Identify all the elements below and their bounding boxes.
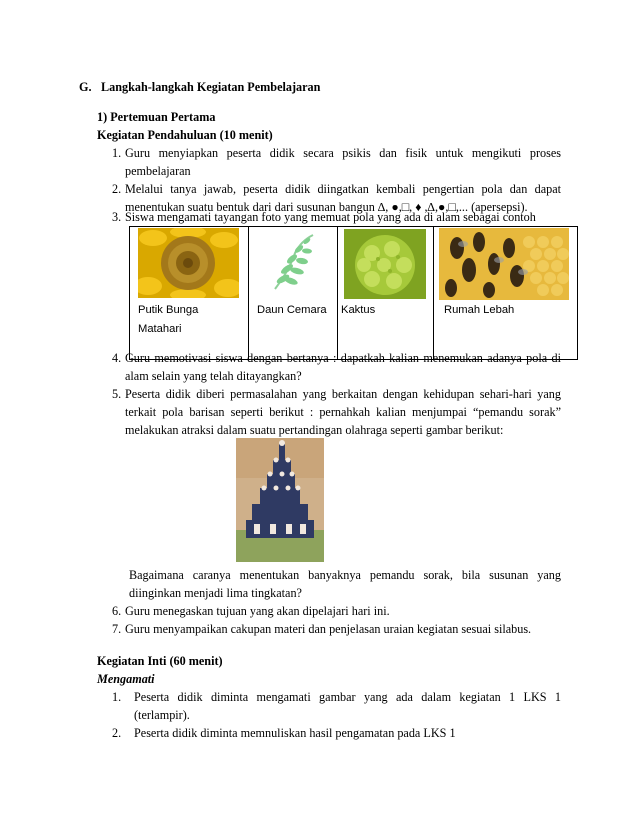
photo-cell-sunflower [130, 227, 249, 360]
list-item-text: melakukan atraksi dalam suatu pertandingan olahraga seperti gambar berikut: [125, 423, 504, 437]
core-title: Kegiatan Inti (60 menit) [97, 654, 223, 668]
caption-honeycomb: Rumah Lebah [444, 304, 515, 316]
list-number: 3. [112, 210, 122, 224]
list-item-text: Guru menyampaikan cakupan materi dan penjelasan uraian kegiatan sesuai silabus. [125, 622, 532, 636]
list-item-text: alam selain yang telah ditayangkan? [125, 369, 302, 383]
list-item-text: Guru menyiapkan peserta didik secara psikis dan fisik untuk mengikuti proses [125, 146, 561, 160]
photo-cell-cactus [338, 227, 434, 360]
list-number: 1. [112, 146, 122, 160]
list-number: 2. [112, 182, 122, 196]
list-number: 4. [112, 351, 122, 365]
list-number: 5. [112, 387, 122, 401]
photo-cell-honeycomb [434, 227, 578, 360]
photo-cell-fern [249, 227, 338, 360]
list-item-text: Melalui tanya jawab, peserta didik diingatkan kembali pengertian pola dan dapat [125, 182, 561, 196]
core-subtitle: Mengamati [97, 672, 155, 686]
list-item-text: Peserta didik diminta mengamati gambar yang ada dalam kegiatan 1 LKS 1 [134, 690, 561, 704]
question-text: Bagaimana caranya menentukan banyaknya pemandu sorak, bila susunan yang [129, 568, 561, 582]
opening-title: Kegiatan Pendahuluan (10 menit) [97, 128, 273, 142]
question-text: diinginkan menjadi lima tingkatan? [129, 586, 302, 600]
list-item-text: menentukan suatu bentuk dari dari susunan bangun ∆, ●,□, ♦ ,∆,●,□,... (apersepsi). [125, 200, 528, 214]
list-item-text: Peserta didik diberi permasalahan yang berkaitan dengan kehidupan sehari-hari yang [125, 387, 561, 401]
list-item-text: Siswa mengamati tayangan foto yang memuat pola yang ada di alam sebagai contoh [125, 210, 536, 224]
sunflower-image [138, 228, 239, 298]
photo-table [129, 226, 578, 360]
section-title: Langkah-langkah Kegiatan Pembelajaran [101, 80, 321, 94]
list-number: 2. [112, 726, 122, 740]
list-number: 7. [112, 622, 122, 636]
list-item-text: pembelajaran [125, 164, 191, 178]
list-number: 1. [112, 690, 122, 704]
caption-cactus: Kaktus [341, 304, 376, 316]
list-item-text: (terlampir). [134, 708, 190, 722]
section-letter: G. [79, 80, 92, 94]
beehive-image [439, 228, 569, 300]
list-item-text: terkait pola barisan seperti berikut : pernahkah kalian menjumpai “pemandu sorak” [125, 405, 561, 419]
cheerleader-pyramid-image [236, 438, 324, 562]
cactus-image [344, 229, 426, 299]
meeting-title: 1) Pertemuan Pertama [97, 110, 216, 124]
list-item-text: Guru menegaskan tujuan yang akan dipelajari hari ini. [125, 604, 390, 618]
list-item-text: Guru memotivasi siswa dengan bertanya : dapatkah kalian menemukan adanya pola di [125, 351, 561, 365]
fern-image [261, 231, 321, 293]
list-number: 6. [112, 604, 122, 618]
list-item-text: Peserta didik diminta memnuliskan hasil pengamatan pada LKS 1 [134, 726, 456, 740]
caption-fern: Daun Cemara [257, 304, 327, 316]
caption-sunflower-1: Putik Bunga [138, 304, 199, 316]
caption-sunflower-2: Matahari [138, 323, 182, 335]
